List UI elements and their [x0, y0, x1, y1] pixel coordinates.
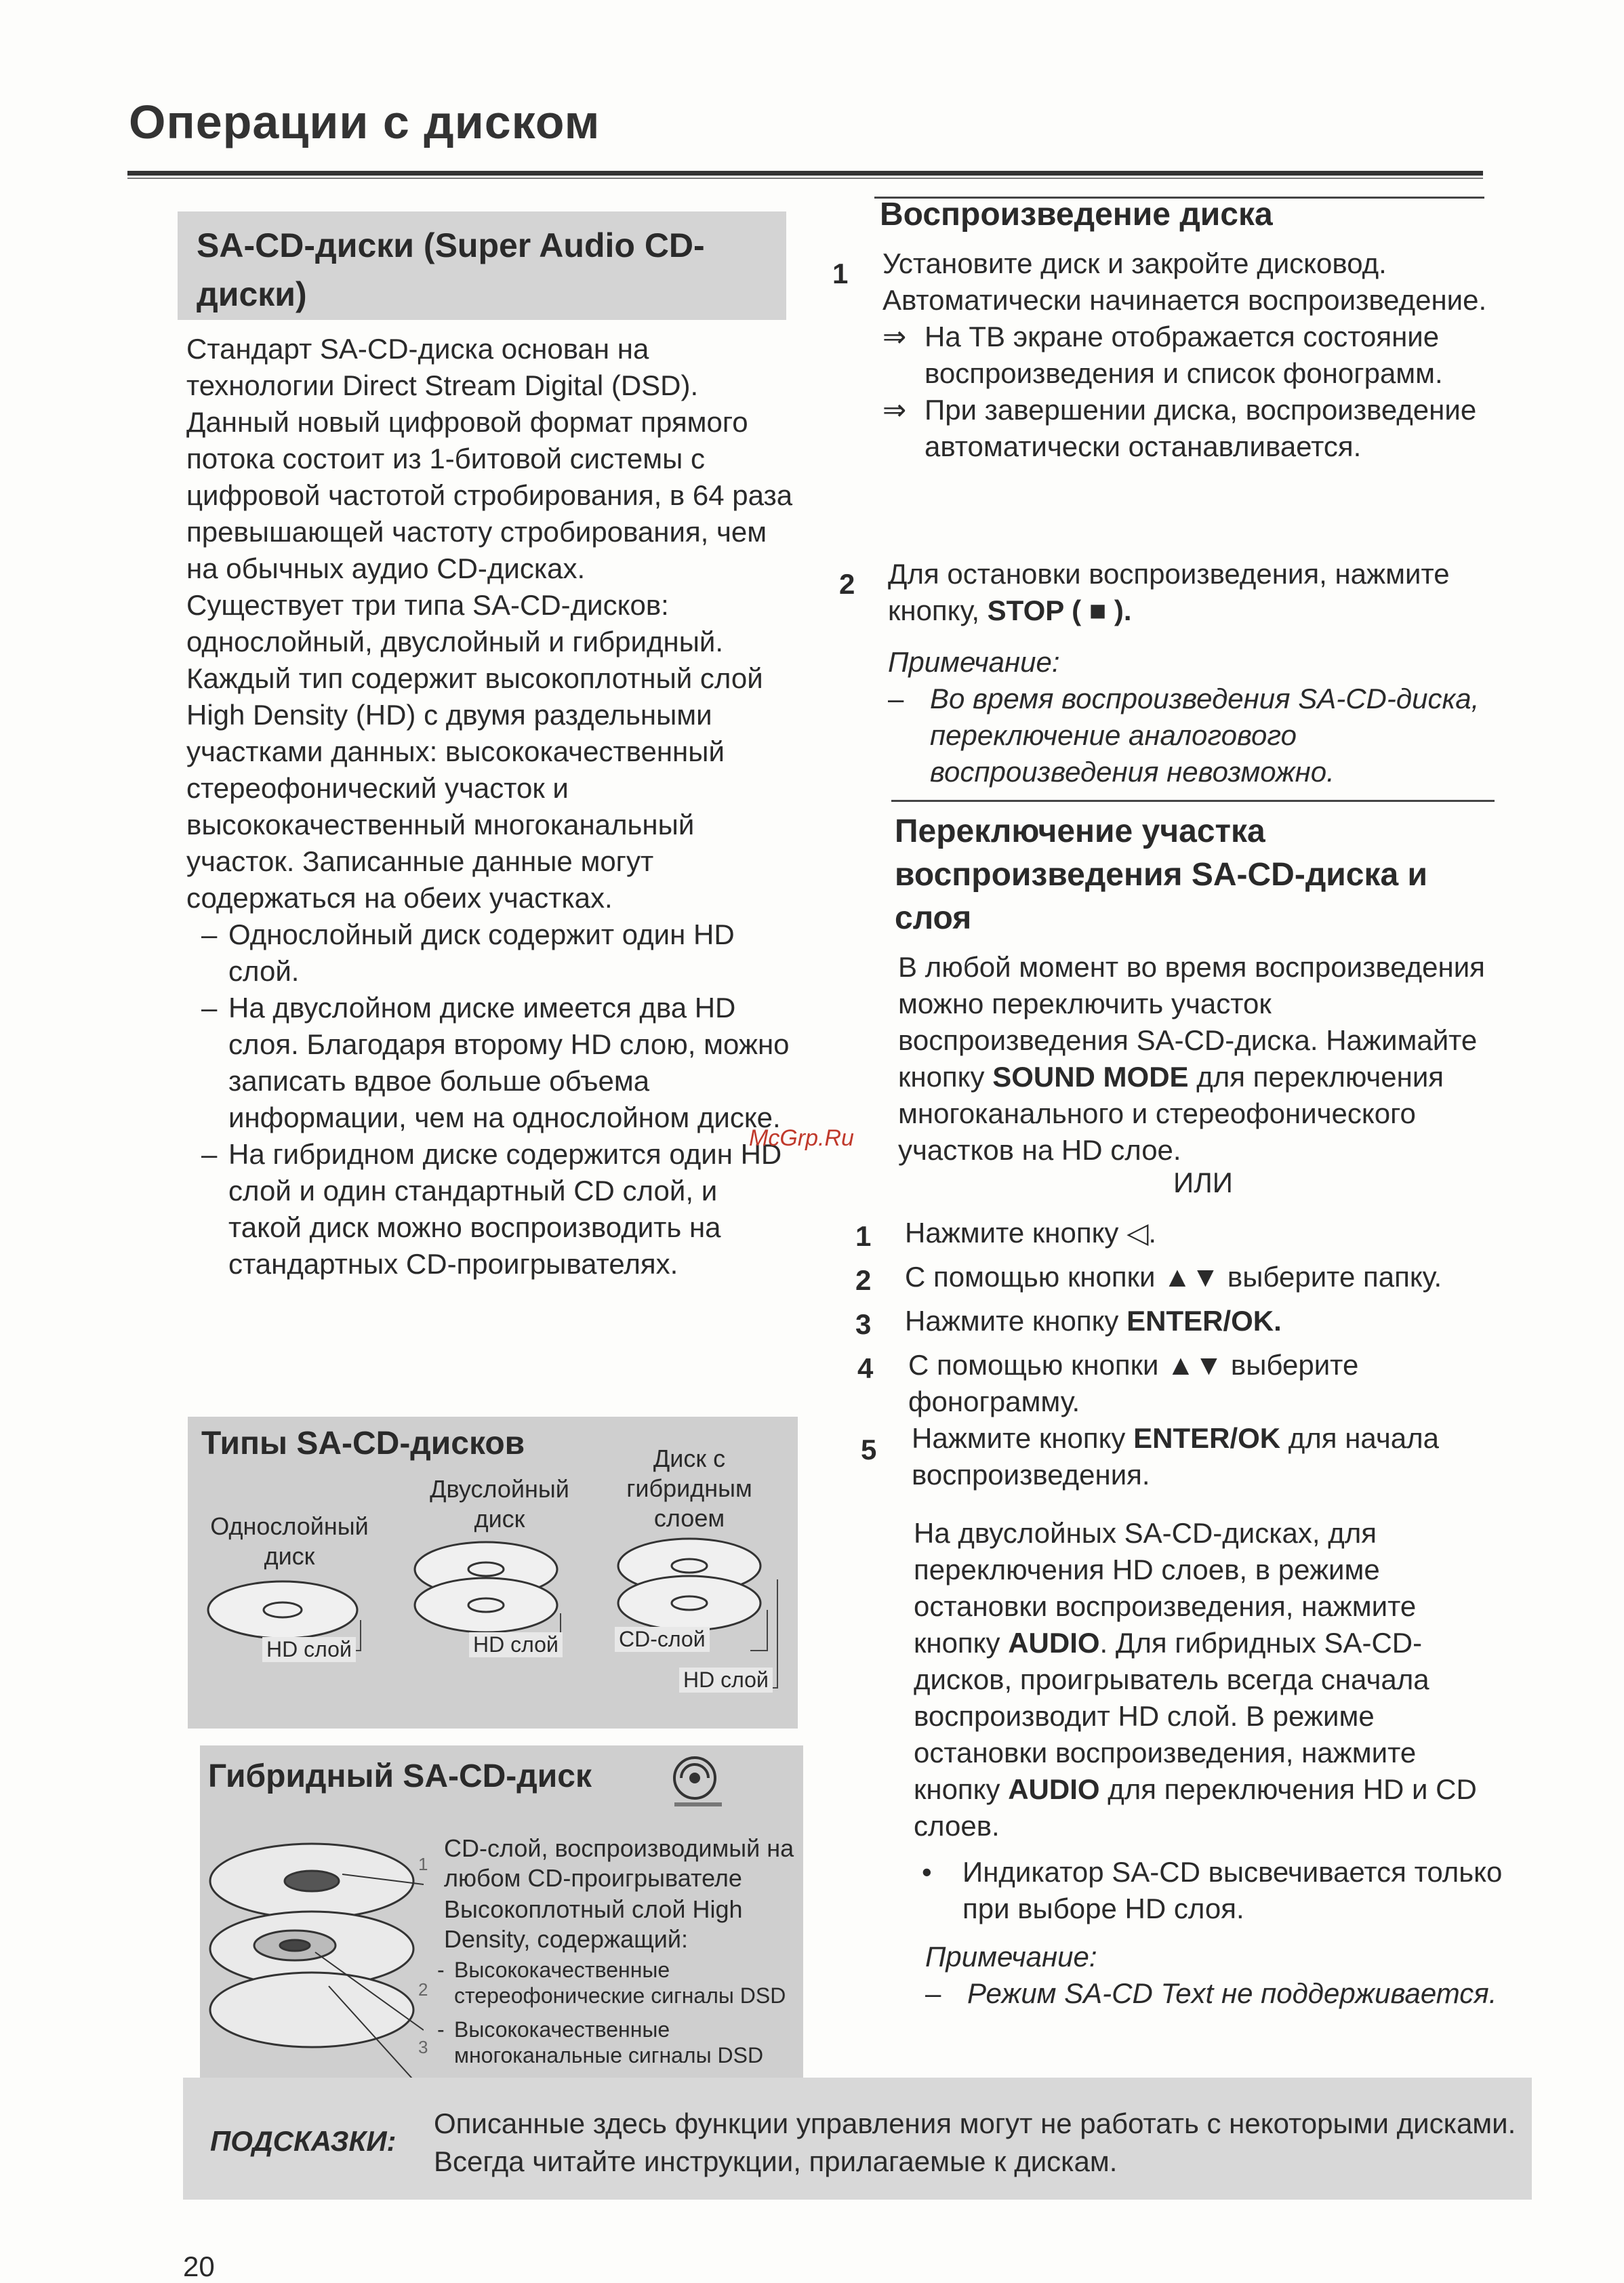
playback-note [888, 681, 1484, 790]
step-number: 1 [832, 258, 849, 289]
hd-stereo-item: Высококачественные стереофонические сигналы DSD [454, 1958, 786, 2008]
sacd-disc-list [186, 916, 796, 1282]
tips-text: Описанные здесь функции управления могут не работать с некоторыми дисками. Всегда читайте инструкции, прилагаемые к дискам. [434, 2107, 1516, 2177]
step-number: 2 [855, 1264, 872, 1296]
enter-ok-key-label: ENTER/OK [1133, 1422, 1281, 1454]
audio-layer-paragraph: На двуслойных SA-CD-дисках, для переключения HD слоев, в режиме остановки воспроизведения, нажмите кнопку AUDIO. Для гибридных SA-CD-дисков, проигрыватель всегда сначала воспроизводит HD слой. В режиме остановки воспроизведения, нажмите кнопку AUDIO для переключения HD и CD слоев. [914, 1517, 1477, 1842]
cd-layer-description: CD-слой, воспроизводимый на любом CD-проигрывателе [444, 1834, 794, 1892]
switch-step-4: С помощью кнопки ▲▼ выберите фонограмму. [908, 1349, 1359, 1417]
step-number: 4 [857, 1352, 874, 1384]
sacd-paragraph-2: Существует три типа SA-CD-дисков: однослойный, двуслойный и гибридный. Каждый тип содержит высокоплотный слой High Density (HD) с двумя раздельными участками данных: высококачественный стереофонический участок и высококачественный многоканальный участок. Записанные данные могут содержаться на обеих участках. [186, 589, 763, 914]
disc-types-figure [188, 1417, 798, 1729]
cd-layer-label: CD-слой [615, 1627, 710, 1652]
switch-step-3: Нажмите кнопку ENTER/OK. [905, 1305, 1282, 1337]
switching-heading: Переключение участка воспроизведения SA-CD-диска и слоя [895, 813, 1428, 936]
list-item: – На двуслойном диске имеется два HD слоя. Благодаря второму HD слою, можно записать вдвое больше объема информации, чем на однослойном диске. [186, 990, 796, 1136]
hybrid-layer-label: Диск с гибридным слоем [626, 1444, 752, 1532]
tips-bar [183, 2078, 1532, 2200]
hybrid-disc-illustration [200, 1806, 424, 2098]
title-rule-thin [127, 178, 1483, 179]
bullet-dot-icon: • [922, 1856, 932, 1888]
step-result: ⇒ При завершении диска, воспроизведение автоматически останавливается. [882, 392, 1493, 465]
audio-key-label: AUDIO [1008, 1773, 1100, 1805]
callout-number: 3 [418, 2037, 428, 2057]
enter-ok-key-label: ENTER/OK. [1126, 1305, 1282, 1337]
note-text: Режим SA-CD Text не поддерживается. [967, 1977, 1497, 2009]
hybrid-disc-figure [200, 1745, 803, 2101]
step-number: 3 [855, 1308, 872, 1340]
list-item: – На гибридном диске содержится один HD слой и один стандартный CD слой, и такой диск можно воспроизводить на стандартных CD-проигрывателях. [186, 1136, 796, 1282]
page-title: Операции с диском [129, 96, 601, 148]
disc-types-title: Типы SA-CD-дисков [201, 1426, 525, 1461]
list-item: – Однослойный диск содержит один HD слой. [186, 916, 796, 990]
stop-key-label: STOP ( ■ ). [987, 594, 1132, 626]
switching-note [925, 1975, 1501, 2012]
step-text: Для остановки воспроизведения, нажмите кнопку, [888, 558, 1450, 626]
title-rule [127, 171, 1483, 176]
note-text: Во время воспроизведения SA-CD-диска, переключение аналогового воспроизведения невозможно. [930, 683, 1480, 788]
tips-label: ПОДСКАЗКИ: [210, 2125, 397, 2157]
playback-step-1 [882, 245, 1493, 465]
disc-hub-icon [672, 1596, 707, 1610]
section-rule [891, 800, 1495, 802]
playback-heading: Воспроизведение диска [880, 197, 1273, 233]
step-number: 5 [861, 1434, 877, 1466]
step-text: Установите диск и закройте дисковод. Автоматически начинается воспроизведение. [882, 247, 1487, 316]
callout-number: 2 [418, 1979, 428, 2000]
disc-hub-icon [264, 1602, 302, 1617]
playback-step-2 [888, 556, 1484, 629]
note-label: Примечание: [925, 1941, 1097, 1973]
hd-layer-label: HD слой [469, 1632, 563, 1657]
sacd-logo-icon [661, 1752, 742, 1813]
switch-step-5: Нажмите кнопку ENTER/OK для начала воспроизведения. [912, 1422, 1439, 1491]
single-layer-label: Однослойный диск [210, 1512, 369, 1570]
hd-layer-label: HD слой [262, 1637, 356, 1662]
disc-hub-icon [468, 1562, 504, 1576]
sound-mode-key-label: SOUND MODE [992, 1061, 1189, 1093]
note-item: – Во время воспроизведения SA-CD-диска, переключение аналогового воспроизведения невозможно. [888, 683, 1480, 788]
sacd-section-heading: SA-CD-диски (Super Audio CD-диски) [178, 211, 786, 320]
sacd-indicator-bullet: • Индикатор SA-CD высвечивается только при выборе HD слоя. [922, 1854, 1505, 1927]
note-item: – Режим SA-CD Text не поддерживается. [925, 1977, 1497, 2009]
watermark: McGrp.Ru [749, 1125, 854, 1151]
sacd-paragraph-1: Стандарт SA-CD-диска основан на технологии Direct Stream Digital (DSD). Данный новый цифровой формат прямого потока состоит из 1-битовой системы с цифровой частотой стробирования, в 64 раза превышающей частоту стробирования, чем на обычных аудио CD-дисках. [186, 333, 793, 584]
hd-layer-description: Высокоплотный слой High Density, содержащий: [444, 1895, 743, 1953]
step-number: 1 [855, 1220, 872, 1252]
switch-step-1: Нажмите кнопку ◁. [905, 1217, 1157, 1249]
switching-intro: В любой момент во время воспроизведения можно переключить участок воспроизведения SA-CD-диска. Нажимайте кнопку SOUND MODE для переключения многоканального и стереофонического участков на HD слое. [898, 951, 1485, 1166]
callout-number: 1 [418, 1854, 428, 1874]
audio-key-label: AUDIO [1008, 1627, 1100, 1659]
dash-mark: - [437, 1958, 445, 1982]
disc-hub-icon [672, 1559, 707, 1573]
switch-step-2: С помощью кнопки ▲▼ выберите папку. [905, 1261, 1442, 1293]
step-result: ⇒ На ТВ экране отображается состояние воспроизведения и список фонограмм. [882, 319, 1493, 392]
dual-layer-label: Двуслойный диск [430, 1475, 569, 1533]
sacd-section-body [186, 331, 796, 1282]
hd-multichannel-item: Высококачественные многоканальные сигналы DSD [454, 2017, 764, 2067]
note-label: Примечание: [888, 646, 1060, 678]
hd-layer-label: HD слой [679, 1668, 773, 1693]
or-separator: ИЛИ [1173, 1167, 1233, 1198]
step-number: 2 [839, 568, 855, 600]
hybrid-disc-title: Гибридный SA-CD-диск [208, 1758, 592, 1794]
page-number: 20 [183, 2250, 215, 2282]
dash-mark: - [437, 2017, 445, 2042]
disc-hub-icon [468, 1598, 504, 1612]
